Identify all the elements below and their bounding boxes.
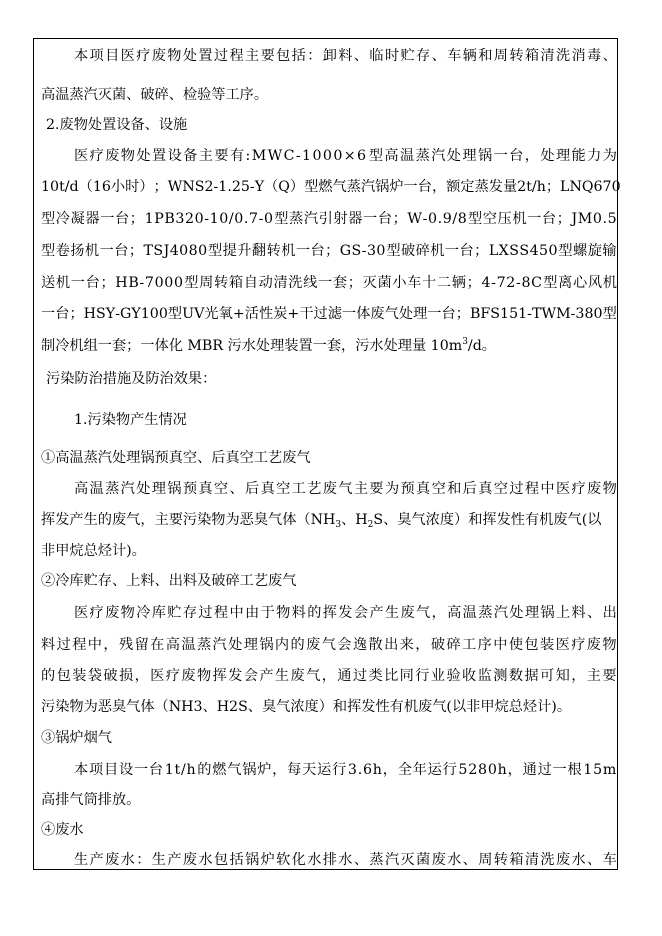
s3-line-1: 本 项 目 设 一 台 1 t / h 的 燃 气 锅 炉 ， 每 天 运 行 3 . 6 h ， 全 年 运 行 5 2 8 0 h ， 通 过 一 根 1 5 m (74, 762, 617, 778)
subscript-2: 2 (367, 520, 374, 530)
p2-line-7-text: 制冷机组一套；一体化 MBR 污水处理装置一套，污水处理量 10m (41, 338, 463, 354)
p1-line-1: 本 项 目 医 疗 废 物 处 置 过 程 主 要 包 括 ： 卸 料 、 临 时 贮 存 、 车 辆 和 周 转 箱 清 洗 消 毒 、 (74, 48, 617, 64)
s3-line-2: 高排气筒排放。 (41, 792, 141, 808)
subscript-3: 3 (335, 520, 342, 530)
unit-superscript: 3 (462, 337, 468, 347)
heading-pollutants: 1.污染物产生情况 (74, 412, 187, 428)
s3-title: ③锅炉烟气 (41, 730, 112, 746)
s2-line-1: 医 疗 废 物 冷 库 贮 存 过 程 中 由 于 物 料 的 挥 发 会 产 生 废 气 ， 高 温 蒸 汽 处 理 锅 上 料 、 出 (74, 605, 617, 621)
s2-line-4: 污染物为恶臭气体（NH3、H2S、臭气浓度）和挥发性有机废气(以非甲烷总烃计)。 (41, 699, 572, 715)
s4-line-1: 生 产 废 水 ： 生 产 废 水 包 括 锅 炉 软 化 水 排 水 、 蒸 汽 灭 菌 废 水 、 周 转 箱 清 洗 废 水 、 车 (74, 852, 617, 868)
p2-line-7 (41, 337, 496, 355)
s1-line-2-a: 挥发产生的废气，主要污染物为恶臭气体（NH (41, 512, 336, 528)
s1-line-2-b: 、H (341, 512, 368, 528)
s2-title: ②冷库贮存、上料、出料及破碎工艺废气 (41, 573, 297, 589)
p2-line-3: 型 冷 凝 器 一 台 ； 1 P B 3 2 0 - 1 0 / 0 . 7 - 0 型 蒸 汽 引 射 器 一 台 ； W - 0 . 9 / 8 型 空 压 机 一 台 ； J M 0 . 5 (41, 211, 617, 227)
p2-line-7-tail: /d。 (467, 338, 496, 354)
s1-line-2-c: S、臭气浓度）和挥发性有机废气(以 (373, 512, 602, 528)
p2-line-2: 1 0 t / d （ 1 6 小 时 ） ； W N S 2 - 1 . 2 5 - Y （ Q ） 型 燃 气 蒸 汽 锅 炉 一 台 ， 额 定 蒸 发 量 2 t / h ； L N Q 6 7 0 (41, 179, 621, 195)
s2-line-3: 的 包 装 袋 破 损 ， 医 疗 废 物 挥 发 会 产 生 废 气 ， 通 过 类 比 同 行 业 验 收 监 测 数 据 可 知 ， 主 要 (41, 668, 617, 684)
s1-title: ①高温蒸汽处理锅预真空、后真空工艺废气 (41, 450, 311, 466)
p2-line-1: 医 疗 废 物 处 置 设 备 主 要 有 : M W C - 1 0 0 0 × 6 型 高 温 蒸 汽 处 理 锅 一 台 ， 处 理 能 力 为 (74, 148, 617, 164)
p2-line-6: 一 台 ； H S Y - G Y 1 0 0 型 U V 光 氧 + 活 性 炭 + 干 过 滤 一 体 废 气 处 理 一 台 ； B F S 1 5 1 - T W M - 3 8 0 型 (41, 306, 617, 322)
heading-equipment: 2.废物处置设备、设施 (46, 117, 188, 133)
document-table-cell (33, 38, 621, 870)
s1-line-2 (41, 511, 601, 529)
s1-line-3: 非甲烷总烃计)。 (41, 543, 146, 559)
s1-line-1: 高 温 蒸 汽 处 理 锅 预 真 空 、 后 真 空 工 艺 废 气 主 要 为 预 真 空 和 后 真 空 过 程 中 医 疗 废 物 (74, 481, 617, 497)
heading-measures: 污染防治措施及防治效果： (46, 371, 217, 387)
s2-line-2: 料 过 程 中 ， 残 留 在 高 温 蒸 汽 处 理 锅 内 的 废 气 会 逸 散 出 来 ， 破 碎 工 序 中 使 包 装 医 疗 废 物 (41, 637, 617, 653)
s4-title: ④废水 (41, 822, 84, 838)
p2-line-5: 送 机 一 台 ； H B - 7 0 0 0 型 周 转 箱 自 动 清 洗 线 一 套 ； 灭 菌 小 车 十 二 辆 ； 4 - 7 2 - 8 C 型 离 心 风 机 (41, 275, 617, 291)
p1-line-2: 高温蒸汽灭菌、破碎、检验等工序。 (41, 87, 269, 103)
p2-line-4: 型 卷 扬 机 一 台 ； T S J 4 0 8 0 型 提 升 翻 转 机 一 台 ； G S - 3 0 型 破 碎 机 一 台 ； L X S S 4 5 0 型 螺 旋 输 (41, 243, 617, 259)
